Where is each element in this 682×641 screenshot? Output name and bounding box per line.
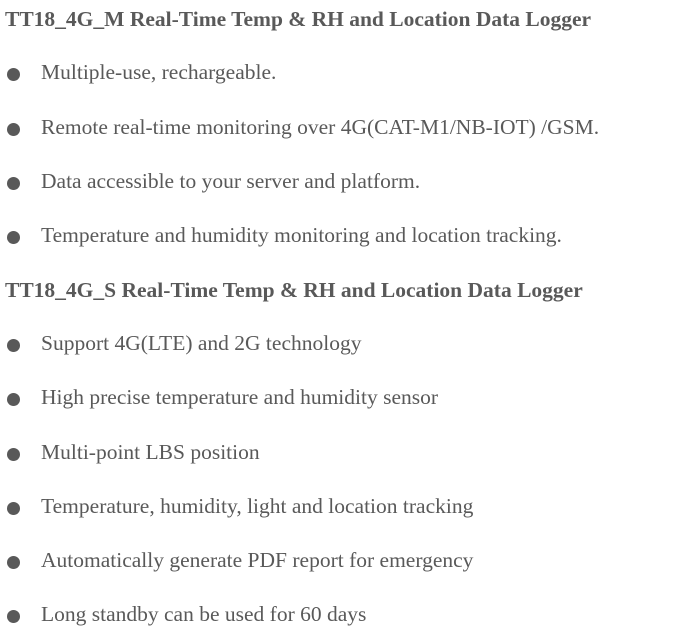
list-item-text: Data accessible to your server and platform. — [41, 169, 421, 193]
bullet-icon — [7, 610, 20, 623]
list-item-text: Multi-point LBS position — [41, 440, 260, 464]
list-item-text: Support 4G(LTE) and 2G technology — [41, 331, 362, 355]
bullet-icon — [7, 448, 20, 461]
bullet-icon — [7, 68, 20, 81]
list-item-text: High precise temperature and humidity sensor — [41, 385, 439, 409]
list-item-text: Temperature and humidity monitoring and location tracking. — [41, 223, 562, 247]
list-item-text: Multiple-use, rechargeable. — [41, 60, 277, 84]
bullet-icon — [7, 177, 20, 190]
bullet-icon — [7, 393, 20, 406]
list-item-text: Long standby can be used for 60 days — [41, 602, 367, 626]
bullet-icon — [7, 231, 20, 244]
bullet-icon — [7, 339, 20, 352]
list-item-text: Remote real-time monitoring over 4G(CAT-M1/NB-IOT) /GSM. — [41, 115, 600, 139]
bullet-icon — [7, 123, 20, 136]
list-item-text: Temperature, humidity, light and location tracking — [41, 494, 474, 518]
bullet-icon — [7, 556, 20, 569]
bullet-icon — [7, 502, 20, 515]
section-title-tt18-4g-m: TT18_4G_M Real-Time Temp & RH and Location Data Logger — [5, 7, 592, 31]
section-title-tt18-4g-s: TT18_4G_S Real-Time Temp & RH and Location Data Logger — [5, 278, 583, 302]
list-item-text: Automatically generate PDF report for emergency — [41, 548, 474, 572]
